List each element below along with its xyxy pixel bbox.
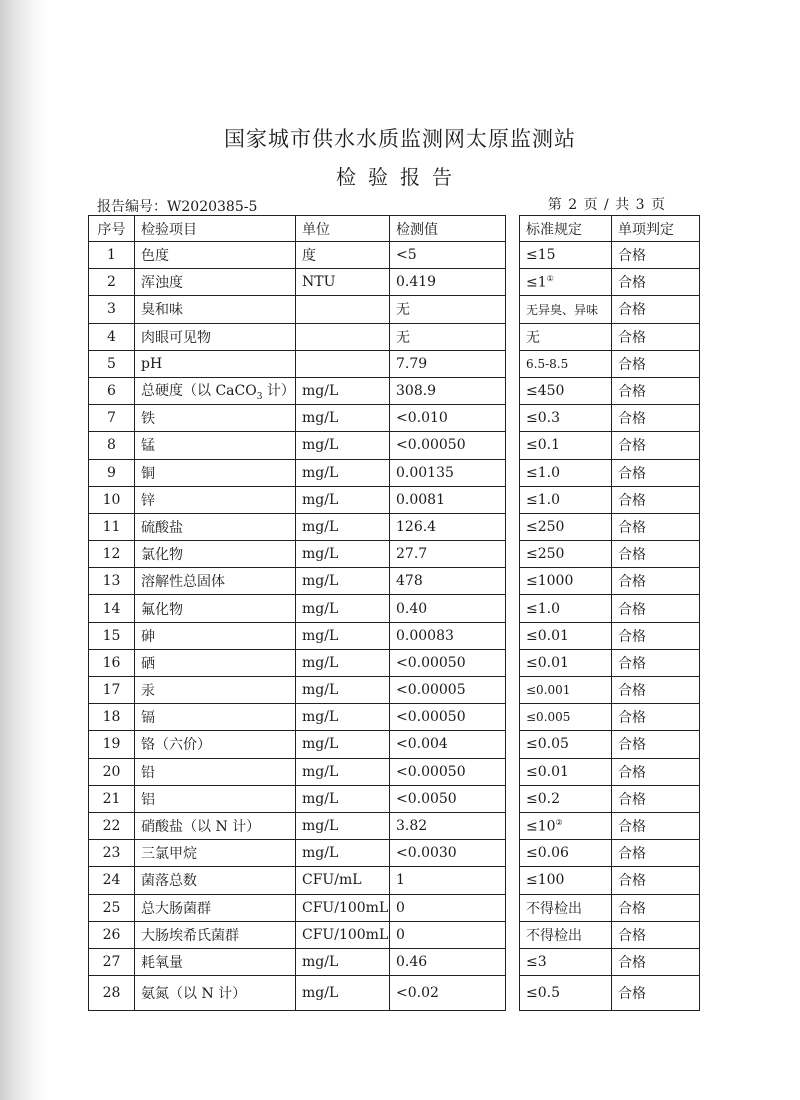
row-unit: mg/L — [296, 948, 390, 975]
row-number: 9 — [89, 459, 135, 486]
row-number: 23 — [89, 840, 135, 867]
item-text: pH — [141, 355, 163, 372]
table-row — [89, 976, 700, 1011]
table-row — [89, 405, 700, 432]
row-result: 合格 — [612, 948, 700, 975]
column-gap — [506, 513, 520, 540]
table-row — [89, 622, 700, 649]
standard-text: 无异臭、异味 — [526, 302, 599, 317]
standard-text: ≤0.1 — [526, 437, 560, 454]
row-result: 合格 — [612, 677, 700, 704]
item-text: 硒 — [141, 655, 155, 672]
row-value: 0.00135 — [390, 459, 506, 486]
row-value: <0.00050 — [390, 704, 506, 731]
row-result: 合格 — [612, 758, 700, 785]
column-gap — [506, 541, 520, 568]
row-unit — [296, 296, 390, 323]
row-item — [135, 649, 296, 676]
row-item — [135, 323, 296, 350]
row-unit: mg/L — [296, 377, 390, 404]
row-item — [135, 377, 296, 404]
row-value: 0 — [390, 894, 506, 921]
row-result: 合格 — [612, 296, 700, 323]
table-row — [89, 323, 700, 350]
column-gap — [506, 812, 520, 839]
row-standard — [520, 622, 612, 649]
row-standard — [520, 649, 612, 676]
row-standard — [520, 976, 612, 1011]
standard-text: ≤0.01 — [526, 627, 569, 644]
table-row — [89, 432, 700, 459]
standard-text: ≤1000 — [526, 573, 574, 590]
row-value: <0.00005 — [390, 677, 506, 704]
footnote-mark: ① — [546, 273, 554, 283]
col-header-result: 单项判定 — [612, 216, 700, 242]
standard-text: ≤1 — [526, 274, 547, 291]
row-standard — [520, 541, 612, 568]
row-value: 126.4 — [390, 513, 506, 540]
standard-text: ≤0.001 — [526, 683, 571, 698]
item-text: 大肠埃希氏菌群 — [141, 927, 239, 944]
table-row — [89, 269, 700, 296]
row-item — [135, 405, 296, 432]
item-text: 硫酸盐 — [141, 519, 183, 536]
row-value: 7.79 — [390, 350, 506, 377]
row-number: 22 — [89, 812, 135, 839]
row-unit: mg/L — [296, 758, 390, 785]
table-row — [89, 377, 700, 404]
item-text: 锰 — [141, 438, 155, 455]
row-standard — [520, 840, 612, 867]
row-number: 20 — [89, 758, 135, 785]
row-item — [135, 459, 296, 486]
row-number: 25 — [89, 894, 135, 921]
column-gap — [506, 350, 520, 377]
standard-text: ≤250 — [526, 518, 565, 535]
col-header-item: 检验项目 — [135, 216, 296, 242]
row-item — [135, 677, 296, 704]
row-item — [135, 242, 296, 269]
row-number: 7 — [89, 405, 135, 432]
row-unit: mg/L — [296, 622, 390, 649]
standard-text: ≤0.01 — [526, 654, 569, 671]
row-unit: CFU/mL — [296, 867, 390, 894]
col-header-no: 序号 — [89, 216, 135, 242]
row-unit: mg/L — [296, 459, 390, 486]
table-row — [89, 840, 700, 867]
standard-text: ≤1.0 — [526, 600, 560, 617]
table-row — [89, 704, 700, 731]
row-number: 28 — [89, 976, 135, 1011]
row-number: 17 — [89, 677, 135, 704]
item-text: 总大肠菌群 — [141, 900, 211, 917]
item-text: 肉眼可见物 — [141, 329, 211, 346]
row-standard — [520, 568, 612, 595]
row-item — [135, 976, 296, 1011]
row-item — [135, 840, 296, 867]
row-result: 合格 — [612, 513, 700, 540]
item-text: 砷 — [141, 628, 155, 645]
standard-text: ≤1.0 — [526, 464, 560, 481]
row-unit: 度 — [296, 242, 390, 269]
row-value: 0.40 — [390, 595, 506, 622]
column-gap — [506, 242, 520, 269]
row-standard — [520, 812, 612, 839]
standard-text: ≤1.0 — [526, 491, 560, 508]
row-item — [135, 867, 296, 894]
row-standard — [520, 242, 612, 269]
row-value: 1 — [390, 867, 506, 894]
standard-text: ≤3 — [526, 953, 547, 970]
row-standard — [520, 731, 612, 758]
standard-text: ≤0.01 — [526, 763, 569, 780]
row-value: 0 — [390, 921, 506, 948]
row-number: 24 — [89, 867, 135, 894]
row-value: 478 — [390, 568, 506, 595]
item-text: 氟化物 — [141, 601, 183, 618]
row-unit: mg/L — [296, 731, 390, 758]
row-number: 6 — [89, 377, 135, 404]
row-item — [135, 513, 296, 540]
row-result: 合格 — [612, 486, 700, 513]
row-item — [135, 432, 296, 459]
column-gap — [506, 840, 520, 867]
row-standard — [520, 677, 612, 704]
row-number: 12 — [89, 541, 135, 568]
row-value: 无 — [390, 323, 506, 350]
row-item — [135, 622, 296, 649]
column-gap — [506, 976, 520, 1011]
row-item — [135, 350, 296, 377]
row-standard — [520, 459, 612, 486]
item-text: 汞 — [141, 683, 155, 700]
item-text: 氯化物 — [141, 547, 183, 564]
column-gap — [506, 894, 520, 921]
column-gap — [506, 758, 520, 785]
standard-text: ≤0.05 — [526, 736, 569, 753]
row-value: <0.00050 — [390, 432, 506, 459]
item-text: 溶解性总固体 — [141, 574, 225, 591]
row-result: 合格 — [612, 976, 700, 1011]
column-gap — [506, 216, 520, 242]
row-value: 3.82 — [390, 812, 506, 839]
table-row — [89, 242, 700, 269]
row-result: 合格 — [612, 731, 700, 758]
row-number: 26 — [89, 921, 135, 948]
row-result: 合格 — [612, 459, 700, 486]
row-value: 0.46 — [390, 948, 506, 975]
row-number: 18 — [89, 704, 135, 731]
row-standard — [520, 758, 612, 785]
table-row — [89, 649, 700, 676]
standard-text: ≤100 — [526, 872, 565, 889]
row-number: 5 — [89, 350, 135, 377]
column-gap — [506, 296, 520, 323]
item-text: 锌 — [141, 492, 155, 509]
standard-text: ≤450 — [526, 383, 565, 400]
row-result: 合格 — [612, 350, 700, 377]
row-number: 2 — [89, 269, 135, 296]
row-standard — [520, 323, 612, 350]
table-row — [89, 513, 700, 540]
row-value: 0.419 — [390, 269, 506, 296]
standard-text: ≤0.5 — [526, 985, 560, 1002]
table-row — [89, 894, 700, 921]
row-value: <0.0030 — [390, 840, 506, 867]
row-unit: NTU — [296, 269, 390, 296]
item-subscript: 3 — [256, 391, 263, 402]
row-result: 合格 — [612, 812, 700, 839]
results-table — [88, 215, 700, 1011]
row-number: 1 — [89, 242, 135, 269]
item-text: 铜 — [141, 465, 155, 482]
column-gap — [506, 459, 520, 486]
table-row — [89, 812, 700, 839]
row-result: 合格 — [612, 894, 700, 921]
row-value: <0.02 — [390, 976, 506, 1011]
column-gap — [506, 785, 520, 812]
column-gap — [506, 704, 520, 731]
row-item — [135, 568, 296, 595]
row-number: 21 — [89, 785, 135, 812]
row-number: 14 — [89, 595, 135, 622]
item-text: 耗氧量 — [141, 954, 183, 971]
row-result: 合格 — [612, 649, 700, 676]
standard-text: 不得检出 — [526, 927, 582, 944]
row-unit: mg/L — [296, 541, 390, 568]
column-gap — [506, 269, 520, 296]
standard-text: ≤0.005 — [526, 710, 571, 725]
row-item — [135, 704, 296, 731]
table-row — [89, 296, 700, 323]
row-item — [135, 785, 296, 812]
row-value: 无 — [390, 296, 506, 323]
table-row — [89, 677, 700, 704]
item-text: 总硬度（以 CaCO — [141, 383, 257, 400]
item-text: 三氯甲烷 — [141, 846, 197, 863]
row-item — [135, 731, 296, 758]
standard-text: 6.5-8.5 — [526, 356, 569, 371]
column-gap — [506, 677, 520, 704]
table-row — [89, 731, 700, 758]
standard-text: ≤0.2 — [526, 790, 560, 807]
item-text: 铁 — [141, 411, 155, 428]
item-text: 硝酸盐（以 N 计） — [141, 819, 261, 836]
item-text: 铅 — [141, 764, 155, 781]
row-item — [135, 812, 296, 839]
row-number: 27 — [89, 948, 135, 975]
row-standard — [520, 269, 612, 296]
table-row — [89, 486, 700, 513]
column-gap — [506, 323, 520, 350]
row-result: 合格 — [612, 867, 700, 894]
table-row — [89, 568, 700, 595]
row-result: 合格 — [612, 921, 700, 948]
item-text-tail: 计） — [262, 383, 295, 400]
col-header-unit: 单位 — [296, 216, 390, 242]
row-result: 合格 — [612, 622, 700, 649]
row-standard — [520, 704, 612, 731]
row-result: 合格 — [612, 432, 700, 459]
standard-text: 不得检出 — [526, 900, 582, 917]
column-gap — [506, 731, 520, 758]
item-text: 铝 — [141, 791, 155, 808]
column-gap — [506, 948, 520, 975]
row-standard — [520, 296, 612, 323]
row-value: <0.00050 — [390, 649, 506, 676]
row-result: 合格 — [612, 269, 700, 296]
item-text: 浑浊度 — [141, 275, 183, 292]
row-unit: mg/L — [296, 595, 390, 622]
row-standard — [520, 595, 612, 622]
row-unit: mg/L — [296, 405, 390, 432]
column-gap — [506, 867, 520, 894]
row-standard — [520, 785, 612, 812]
row-unit: mg/L — [296, 568, 390, 595]
col-header-value: 检测值 — [390, 216, 506, 242]
row-unit: mg/L — [296, 649, 390, 676]
row-result: 合格 — [612, 595, 700, 622]
column-gap — [506, 921, 520, 948]
row-unit: mg/L — [296, 704, 390, 731]
row-number: 3 — [89, 296, 135, 323]
row-unit: mg/L — [296, 486, 390, 513]
row-unit: CFU/100mL — [296, 921, 390, 948]
table-row — [89, 758, 700, 785]
column-gap — [506, 622, 520, 649]
row-unit: mg/L — [296, 432, 390, 459]
report-number: 报告编号：W2020385-5 — [97, 199, 258, 215]
footnote-mark: ② — [555, 817, 563, 827]
row-item — [135, 758, 296, 785]
row-number: 10 — [89, 486, 135, 513]
row-unit: mg/L — [296, 976, 390, 1011]
row-standard — [520, 921, 612, 948]
row-item — [135, 486, 296, 513]
row-standard — [520, 948, 612, 975]
row-number: 8 — [89, 432, 135, 459]
standard-text: ≤10 — [526, 818, 556, 835]
table-row — [89, 921, 700, 948]
row-result: 合格 — [612, 242, 700, 269]
standard-text: ≤250 — [526, 546, 565, 563]
row-result: 合格 — [612, 704, 700, 731]
row-value: 0.00083 — [390, 622, 506, 649]
row-value: <0.0050 — [390, 785, 506, 812]
col-header-standard: 标准规定 — [520, 216, 612, 242]
row-unit — [296, 323, 390, 350]
table-row — [89, 595, 700, 622]
row-result: 合格 — [612, 568, 700, 595]
row-result: 合格 — [612, 541, 700, 568]
row-value: <0.00050 — [390, 758, 506, 785]
row-value: 308.9 — [390, 377, 506, 404]
item-text: 菌落总数 — [141, 873, 197, 890]
row-result: 合格 — [612, 840, 700, 867]
item-text: 氨氮（以 N 计） — [141, 986, 247, 1003]
table-row — [89, 785, 700, 812]
row-number: 13 — [89, 568, 135, 595]
row-unit: mg/L — [296, 677, 390, 704]
row-value: 27.7 — [390, 541, 506, 568]
row-item — [135, 948, 296, 975]
table-row — [89, 541, 700, 568]
table-row — [89, 459, 700, 486]
row-result: 合格 — [612, 323, 700, 350]
row-item — [135, 894, 296, 921]
row-unit — [296, 350, 390, 377]
row-number: 16 — [89, 649, 135, 676]
row-item — [135, 541, 296, 568]
row-standard — [520, 894, 612, 921]
row-value: <0.010 — [390, 405, 506, 432]
standard-text: 无 — [526, 329, 540, 346]
row-number: 11 — [89, 513, 135, 540]
row-result: 合格 — [612, 377, 700, 404]
column-gap — [506, 432, 520, 459]
row-item — [135, 269, 296, 296]
table-row — [89, 867, 700, 894]
row-standard — [520, 513, 612, 540]
table-header-row — [89, 216, 700, 242]
row-unit: CFU/100mL — [296, 894, 390, 921]
row-number: 15 — [89, 622, 135, 649]
column-gap — [506, 568, 520, 595]
column-gap — [506, 405, 520, 432]
item-text: 臭和味 — [141, 302, 183, 319]
row-unit: mg/L — [296, 812, 390, 839]
table-row — [89, 350, 700, 377]
row-unit: mg/L — [296, 785, 390, 812]
row-result: 合格 — [612, 785, 700, 812]
column-gap — [506, 377, 520, 404]
row-value: <0.004 — [390, 731, 506, 758]
row-standard — [520, 486, 612, 513]
standard-text: ≤15 — [526, 247, 556, 264]
row-item — [135, 921, 296, 948]
row-standard — [520, 405, 612, 432]
standard-text: ≤0.06 — [526, 845, 569, 862]
report-title: 国家城市供水水质监测网太原监测站 — [224, 127, 576, 151]
standard-text: ≤0.3 — [526, 410, 560, 427]
row-standard — [520, 377, 612, 404]
row-standard — [520, 432, 612, 459]
row-result: 合格 — [612, 405, 700, 432]
row-number: 19 — [89, 731, 135, 758]
row-standard — [520, 350, 612, 377]
item-text: 铬（六价） — [141, 737, 211, 754]
row-item — [135, 296, 296, 323]
row-standard — [520, 867, 612, 894]
table-row — [89, 948, 700, 975]
column-gap — [506, 595, 520, 622]
row-value: 0.0081 — [390, 486, 506, 513]
row-unit: mg/L — [296, 513, 390, 540]
row-unit: mg/L — [296, 840, 390, 867]
report-subtitle: 检验报告 — [336, 165, 464, 189]
item-text: 镉 — [141, 710, 155, 727]
row-item — [135, 595, 296, 622]
column-gap — [506, 486, 520, 513]
row-number: 4 — [89, 323, 135, 350]
page-indicator: 第 2 页 / 共 3 页 — [547, 197, 665, 213]
row-value: <5 — [390, 242, 506, 269]
item-text: 色度 — [141, 248, 169, 265]
column-gap — [506, 649, 520, 676]
